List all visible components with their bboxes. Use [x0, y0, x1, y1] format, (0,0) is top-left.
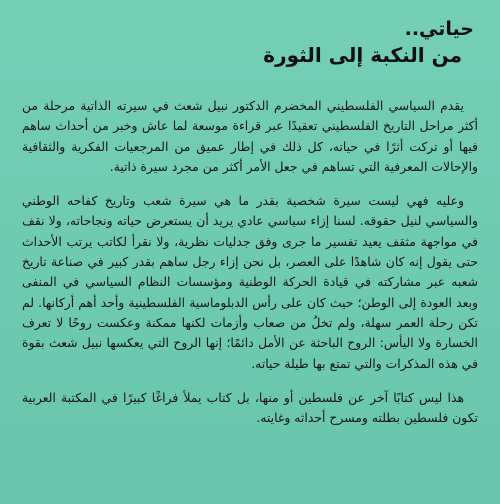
book-title: [263, 16, 474, 68]
paragraph-2: وعليه فهي ليست سيرة شخصية بقدر ما هي سيرة شعب وتاريخ كفاحه الوطني والسياسي لنيل حقوقه. لسنا إزاء سياسي عادي يريد أن يستعرض حياته ونجاحاته، ولا نقف في مواجهة مثقف يعيد تفسير ما جرى وفق جدليات نظرية، ولا نقرأ لكاتب يرتب الأحداث حتى يقول إنه كان شاهدًا على العصر، بل نحن إزاء رجل ساهم بقدر كبير في صناعة تاريخ شعبه عبر مشاركته في قيادة الحركة الوطنية ومؤسسات النظام السياسي في المنفى وبعد العودة إلى الوطن؛ حيث كان على رأس الدبلوماسية الفلسطينية وأحد أهم أركانها. لم تكن رحلة العمر سهلة، ولم تخلُ من صعاب وأزمات لكنها ممكنة وعكست روحًا لا تعرف الخسارة ولا اليأس: الروح الباحثة عن الأمل دائمًا؛ إنها الروح التي يعكسها نبيل شعث بقوة في هذه المذكرات والتي تمتع بها طيلة حياته.: [22, 193, 478, 371]
paragraph-3: هذا ليس كتابًا آخر عن فلسطين أو منها، بل كتاب يملأ فراغًا كبيرًا في المكتبة العربية تكون فلسطين بطلته ومسرح أحداثه وغايته.: [22, 389, 478, 426]
paragraph-1: يقدم السياسي الفلسطيني المخضرم الدكتور نبيل شعث في سيرته الذاتية مرحلة من أكثر مراحل التاريخ الفلسطيني تعقيدًا عبر قراءة موسعة لما عاش وخبر من أحداث ساهم فيها أو تركت أثرًا في حياته، كل ذلك في إطار عميق من المرجعيات الفكرية والثقافية والإحالات المعرفية التي تساهم في جعل الأمر أكثر من مجرد سيرة ذاتية.: [22, 98, 478, 174]
title-line-1: حياتي..: [404, 18, 474, 40]
title-line-2: من النكبة إلى الثورة: [263, 43, 462, 67]
blurb-text: [22, 96, 478, 428]
